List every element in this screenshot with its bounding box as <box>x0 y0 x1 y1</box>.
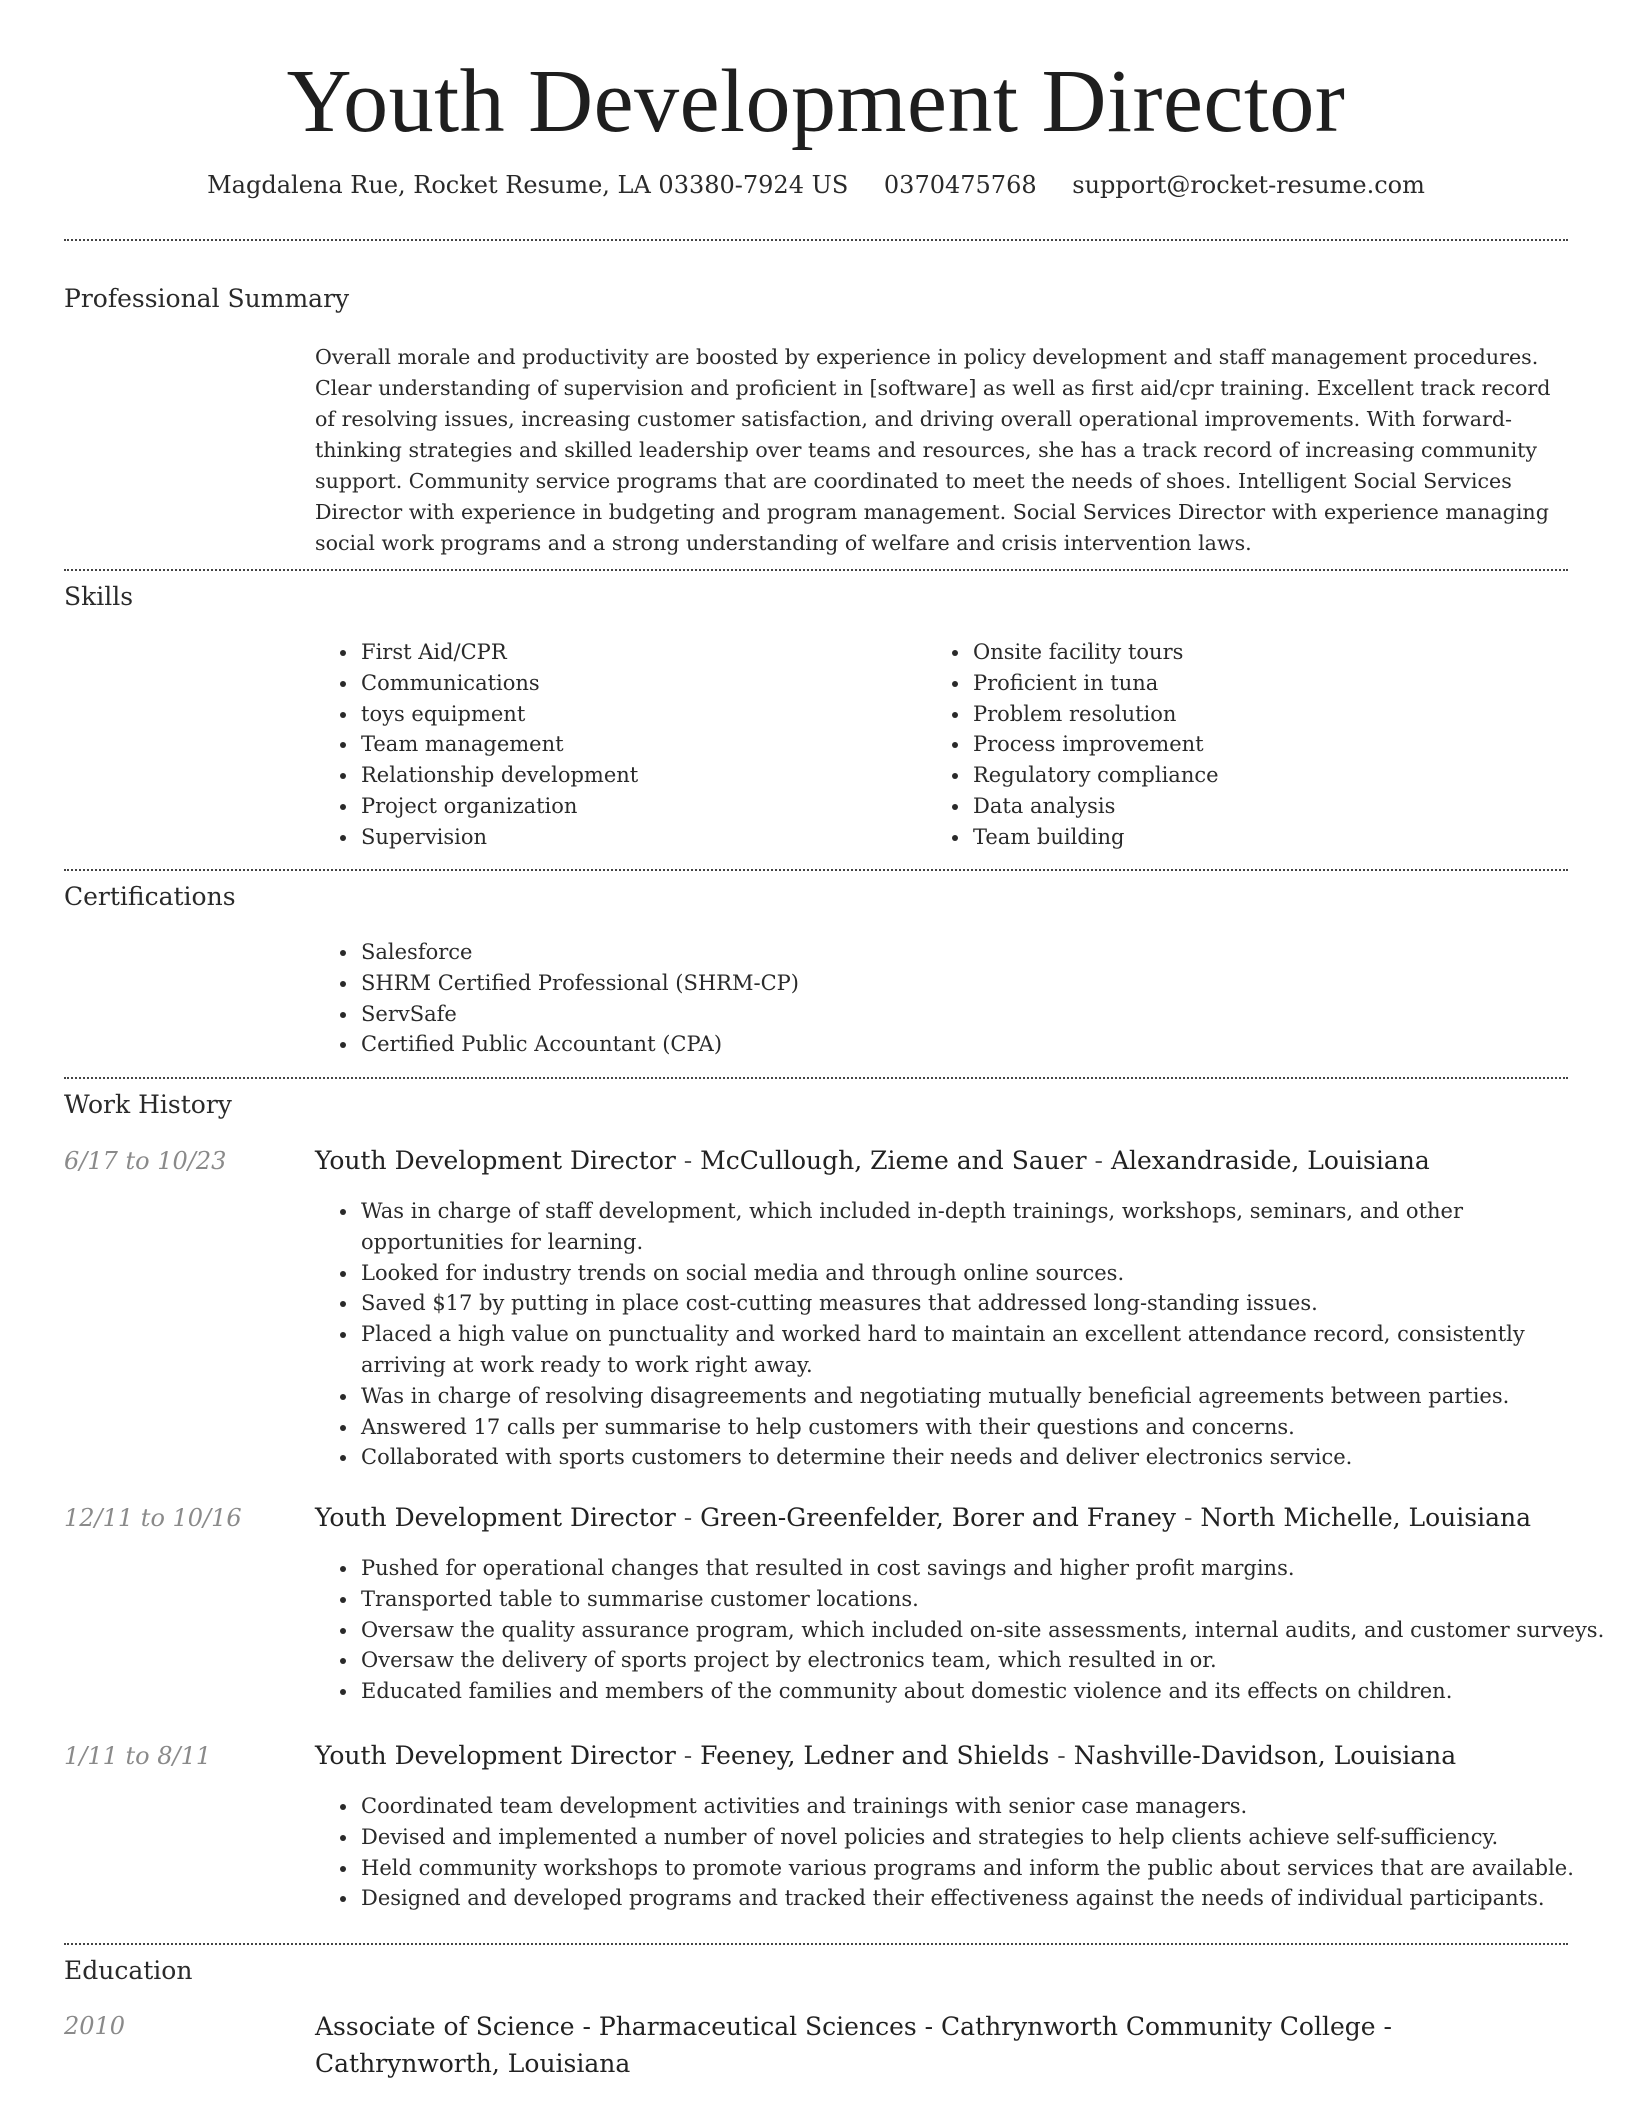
job-bullets <box>315 1553 1612 1707</box>
list-item: • Communications <box>359 668 919 699</box>
job-location: Alexandraside, Louisiana <box>1110 1146 1430 1175</box>
education-year: 2010 <box>64 2012 126 2040</box>
list-item: • Coordinated team development activities and trainings with senior case managers. <box>359 1791 1612 1822</box>
list-item: • Answered 17 calls per summarise to help customers with their questions and concerns. <box>359 1412 1612 1443</box>
job-company: Green-Greenfelder, Borer and Franey <box>700 1503 1177 1532</box>
job-separator: - <box>675 1146 701 1175</box>
job-bullets <box>315 1196 1612 1473</box>
section-heading-skills: Skills <box>64 582 134 611</box>
list-item: • Saved $17 by putting in place cost-cutting measures that addressed long-standing issues. <box>359 1288 1612 1319</box>
section-heading-certifications: Certifications <box>64 882 236 911</box>
contact-address: Magdalena Rue, Rocket Resume, LA 03380-7924 US <box>207 171 849 199</box>
job-role: Youth Development Director <box>315 1146 676 1175</box>
list-item: • Salesforce <box>359 937 1559 968</box>
list-item: • First Aid/CPR <box>359 637 919 668</box>
section-heading-summary: Professional Summary <box>64 284 350 313</box>
list-item: • Project organization <box>359 791 919 822</box>
skills-list-left <box>315 637 919 853</box>
section-heading-education: Education <box>64 1956 193 1985</box>
resume-title: Youth Development Director <box>286 52 1346 151</box>
list-item: • ServSafe <box>359 999 1559 1030</box>
list-item: • Pushed for operational changes that resulted in cost savings and higher profit margins. <box>359 1553 1612 1584</box>
education-location: Cathrynworth, Louisiana <box>315 2049 631 2078</box>
job-bullets <box>315 1791 1612 1914</box>
divider <box>64 239 1568 241</box>
job-company: Feeney, Ledner and Shields <box>700 1741 1050 1770</box>
list-item: • Regulatory compliance <box>971 760 1571 791</box>
job-dates: 6/17 to 10/23 <box>64 1147 227 1175</box>
list-item: • Problem resolution <box>971 699 1571 730</box>
list-item: • Certified Public Accountant (CPA) <box>359 1029 1559 1060</box>
job-role: Youth Development Director <box>315 1741 676 1770</box>
education-degree: Associate of Science <box>315 2012 575 2041</box>
list-item: • Collaborated with sports customers to determine their needs and deliver electronics service. <box>359 1442 1612 1473</box>
job-separator: - <box>1176 1503 1201 1532</box>
contact-line <box>0 168 1632 202</box>
summary-text: Overall morale and productivity are boosted by experience in policy development and staff management procedures. Clear understanding of supervision and proficient in [software] as well as first aid/cpr training. Excellent track record of resolving issues, increasing customer satisfaction, and driving overall operational improvements. With forward-thinking strategies and skilled leadership over teams and resources, she has a track record of increasing community support. Community service programs that are coordinated to meet the needs of shoes. Intelligent Social Services Director with experience in budgeting and program management. Social Services Director with experience managing social work programs and a strong understanding of welfare and crisis intervention laws. <box>315 345 1551 555</box>
job-location: Nashville-Davidson, Louisiana <box>1073 1741 1457 1770</box>
divider <box>64 869 1568 871</box>
contact-phone: 0370475768 <box>883 171 1037 199</box>
divider <box>64 569 1568 571</box>
job-location: North Michelle, Louisiana <box>1200 1503 1532 1532</box>
list-item: • toys equipment <box>359 699 919 730</box>
job-title <box>315 1739 1568 1773</box>
education-separator: - <box>916 2012 942 2041</box>
education-field: Pharmaceutical Sciences <box>598 2012 917 2041</box>
list-item: • Was in charge of staff development, which included in-depth trainings, workshops, seminars, and other opportunities for learning. <box>359 1196 1612 1258</box>
job-separator: - <box>675 1741 701 1770</box>
education-entry <box>315 2008 1568 2082</box>
education-school: Cathrynworth Community College <box>941 2012 1376 2041</box>
list-item: • Was in charge of resolving disagreements and negotiating mutually beneficial agreements between parties. <box>359 1381 1612 1412</box>
list-item: • Team management <box>359 729 919 760</box>
certifications-list <box>315 937 1559 1060</box>
job-separator: - <box>1049 1741 1074 1770</box>
list-item: • Designed and developed programs and tracked their effectiveness against the needs of individual participants. <box>359 1883 1612 1914</box>
job-separator: - <box>675 1503 701 1532</box>
job-separator: - <box>1086 1146 1111 1175</box>
list-item: • Oversaw the delivery of sports project by electronics team, which resulted in or. <box>359 1645 1612 1676</box>
list-item: • Placed a high value on punctuality and worked hard to maintain an excellent attendance record, consistently arriving at work ready to work right away. <box>359 1319 1612 1381</box>
job-dates: 1/11 to 8/11 <box>64 1742 212 1770</box>
divider <box>64 1943 1568 1945</box>
list-item: • Team building <box>971 822 1571 853</box>
list-item: • Process improvement <box>971 729 1571 760</box>
list-item: • Held community workshops to promote various programs and inform the public about services that are available. <box>359 1853 1612 1884</box>
divider <box>64 1077 1568 1079</box>
job-company: McCullough, Zieme and Sauer <box>700 1146 1087 1175</box>
list-item: • Oversaw the quality assurance program, which included on-site assessments, internal audits, and customer surveys. <box>359 1615 1612 1646</box>
list-item: • Devised and implemented a number of novel policies and strategies to help clients achieve self-sufficiency. <box>359 1822 1612 1853</box>
list-item: • Proficient in tuna <box>971 668 1571 699</box>
section-heading-work-history: Work History <box>64 1090 232 1119</box>
list-item: • Educated families and members of the community about domestic violence and its effects on children. <box>359 1676 1612 1707</box>
skills-list-right <box>927 637 1571 853</box>
list-item: • Supervision <box>359 822 919 853</box>
job-title <box>315 1144 1568 1178</box>
job-title <box>315 1501 1568 1535</box>
list-item: • SHRM Certified Professional (SHRM-CP) <box>359 968 1559 999</box>
list-item: • Data analysis <box>971 791 1571 822</box>
list-item: • Looked for industry trends on social media and through online sources. <box>359 1258 1612 1289</box>
education-separator: - <box>1375 2012 1392 2041</box>
list-item: • Transported table to summarise customer locations. <box>359 1584 1612 1615</box>
job-dates: 12/11 to 10/16 <box>64 1504 242 1532</box>
job-role: Youth Development Director <box>315 1503 676 1532</box>
education-separator: - <box>574 2012 599 2041</box>
list-item: • Relationship development <box>359 760 919 791</box>
list-item: • Onsite facility tours <box>971 637 1571 668</box>
contact-email: support@rocket-resume.com <box>1072 171 1425 199</box>
